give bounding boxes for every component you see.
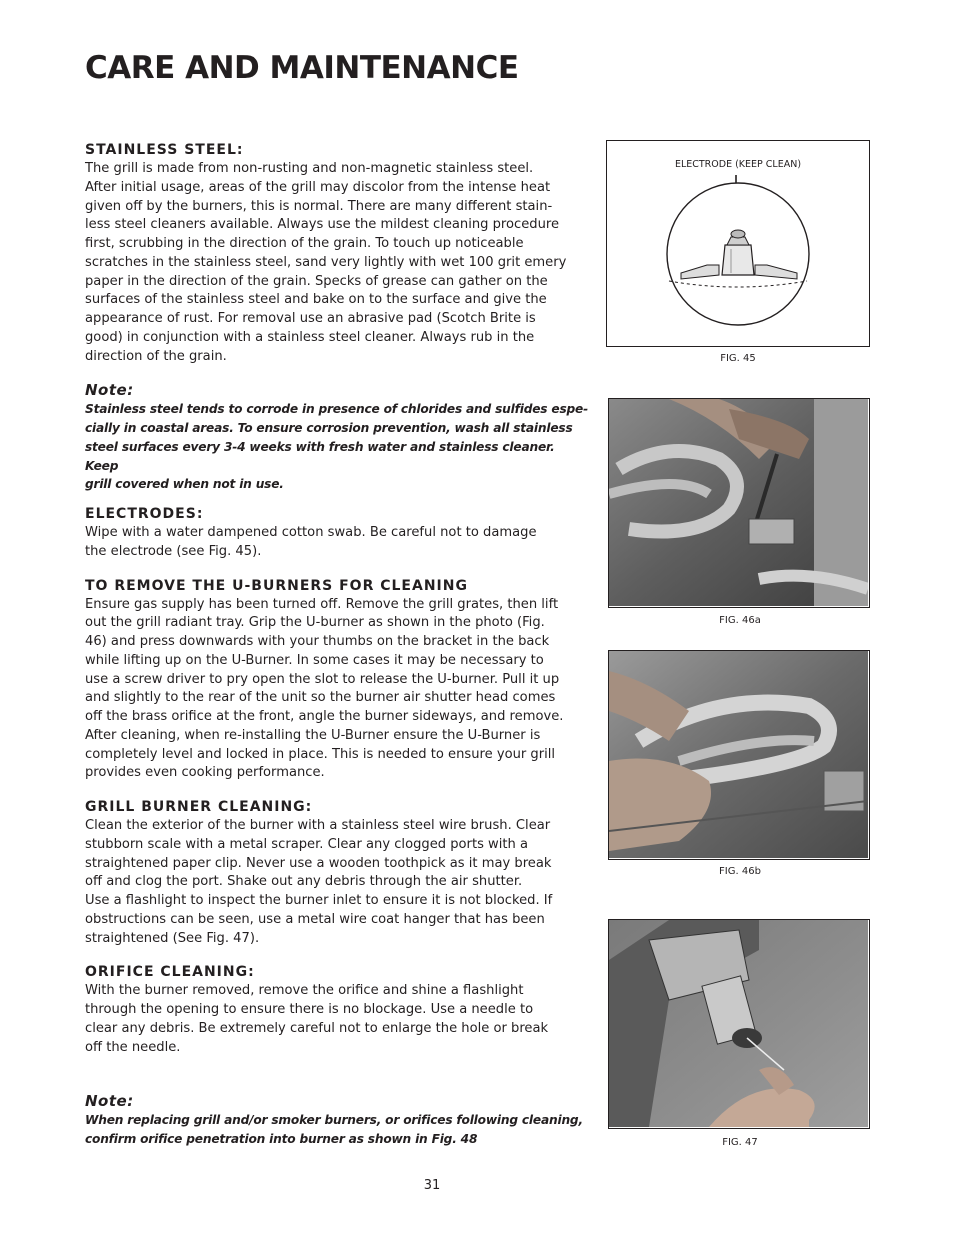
text-line: off the needle. <box>85 1039 181 1055</box>
burner-removal-photo <box>609 399 868 606</box>
burner-grip-photo <box>609 651 868 858</box>
note-orifice-penetration <box>85 1091 590 1149</box>
fig45-electrode-diagram <box>606 140 870 347</box>
note-heading: Note: <box>85 381 134 400</box>
text-line: 46) and press downwards with your thumbs on the bracket in the back <box>85 634 550 649</box>
text-line: and slightly to the rear of the unit so the burner air shutter head comes <box>85 690 556 706</box>
text-column <box>85 140 590 1149</box>
text-line: Clean the exterior of the burner with a stainless steel wire brush. Clear <box>85 818 551 833</box>
fig46b-caption: FIG. 46b <box>719 866 761 877</box>
section-electrodes <box>85 504 590 562</box>
text-line: less steel cleaners available. Always use the mildest cleaning procedure <box>85 217 560 233</box>
text-line: through the opening to ensure there is no blockage. Use a needle to <box>85 1002 534 1017</box>
electrode-tip <box>731 230 745 238</box>
text-line: out the grill radiant tray. Grip the U-burner as shown in the photo (Fig. <box>85 615 545 631</box>
section-heading: STAINLESS STEEL: <box>85 142 244 158</box>
text-line: straightened (See Fig. 47). <box>85 930 260 946</box>
text-line: the electrode (see Fig. 45). <box>85 543 262 559</box>
text-line: stubborn scale with a metal scraper. Clear any clogged ports with a <box>85 836 529 852</box>
text-line: Wipe with a water dampened cotton swab. Be careful not to damage <box>85 525 537 540</box>
note-body <box>85 400 590 494</box>
electrode-body <box>722 245 754 275</box>
section-stainless-steel <box>85 140 590 366</box>
section-orifice-cleaning <box>85 962 590 1057</box>
burner-inlet-photo <box>609 920 868 1127</box>
text-line: appearance of rust. For removal use an abrasive pad (Scotch Brite is <box>85 311 536 326</box>
section-body <box>85 817 590 948</box>
fig47-photo <box>608 919 870 1129</box>
text-line: clear any debris. Be extremely careful not to enlarge the hole or break <box>85 1020 549 1036</box>
text-line: grill covered when not in use. <box>85 477 284 492</box>
text-line: surfaces of the stainless steel and bake on to the surface and give the <box>85 292 547 308</box>
note-heading: Note: <box>85 1092 134 1111</box>
section-heading: ELECTRODES: <box>85 506 204 522</box>
text-line: cially in coastal areas. To ensure corrosion prevention, wash all stainless <box>85 421 573 435</box>
text-line: straightened paper clip. Never use a wooden toothpick as it may break <box>85 855 552 871</box>
page-title: CARE AND MAINTENANCE <box>85 50 519 86</box>
electrode-drawing <box>607 141 868 345</box>
fig46a-photo <box>608 398 870 608</box>
note-body <box>85 1111 590 1149</box>
section-heading: GRILL BURNER CLEANING: <box>85 799 313 815</box>
text-line: With the burner removed, remove the orifice and shine a flashlight <box>85 983 524 999</box>
page-number: 31 <box>423 1178 441 1193</box>
text-line: Stainless steel tends to corrode in presence of chlorides and sulfides espe- <box>85 402 588 417</box>
text-line: while lifting up on the U-Burner. In some cases it may be necessary to <box>85 652 544 668</box>
section-heading: ORIFICE CLEANING: <box>85 964 255 981</box>
text-line: confirm orifice penetration into burner as shown in Fig. 48 <box>85 1132 478 1146</box>
text-line: completely level and locked in place. This is needed to ensure your grill <box>85 746 556 762</box>
text-line: off and clog the port. Shake out any debris through the air shutter. <box>85 874 523 890</box>
text-line: Ensure gas supply has been turned off. Remove the grill grates, then lift <box>85 596 559 612</box>
section-remove-u-burners <box>85 576 590 784</box>
section-body <box>85 596 590 784</box>
section-body <box>85 160 590 366</box>
section-body <box>85 524 590 562</box>
text-line: given off by the burners, this is normal. There are many different stain- <box>85 198 553 214</box>
text-line: use a screw driver to pry open the slot to release the U-burner. Pull it up <box>85 671 560 687</box>
text-line: obstructions can be seen, use a metal wire coat hanger that has been <box>85 911 545 927</box>
text-line: paper in the direction of the grain. Specks of grease can gather on the <box>85 273 548 289</box>
section-body <box>85 982 590 1057</box>
electrode-label: ELECTRODE (KEEP CLEAN) <box>674 159 802 170</box>
text-line: steel surfaces every 3-4 weeks with fresh water and stainless cleaner. Keep <box>85 439 555 473</box>
text-line: The grill is made from non-rusting and non-magnetic stainless steel. <box>85 161 534 176</box>
fig45-caption: FIG. 45 <box>720 353 756 364</box>
text-line: provides even cooking performance. <box>85 765 325 781</box>
note-corrosion <box>85 380 590 494</box>
section-heading: TO REMOVE THE U-BURNERS FOR CLEANING <box>85 577 468 594</box>
text-line: When replacing grill and/or smoker burners, or orifices following cleaning, <box>85 1113 583 1128</box>
text-line: Use a flashlight to inspect the burner inlet to ensure it is not blocked. If <box>85 893 553 908</box>
text-line: After cleaning, when re-installing the U-Burner ensure the U-Burner is <box>85 727 541 743</box>
section-grill-burner-cleaning <box>85 797 590 948</box>
fig47-caption: FIG. 47 <box>722 1137 758 1148</box>
fig46a-caption: FIG. 46a <box>719 615 761 626</box>
fig46b-photo <box>608 650 870 860</box>
text-line: After initial usage, areas of the grill may discolor from the intense heat <box>85 179 551 195</box>
text-line: off the brass orifice at the front, angle the burner sideways, and remove. <box>85 709 564 724</box>
text-line: scratches in the stainless steel, sand very lightly with wet 100 grit emery <box>85 254 567 270</box>
text-line: first, scrubbing in the direction of the grain. To touch up noticeable <box>85 236 524 251</box>
text-line: good) in conjunction with a stainless steel cleaner. Always rub in the <box>85 329 535 345</box>
text-line: direction of the grain. <box>85 348 227 364</box>
